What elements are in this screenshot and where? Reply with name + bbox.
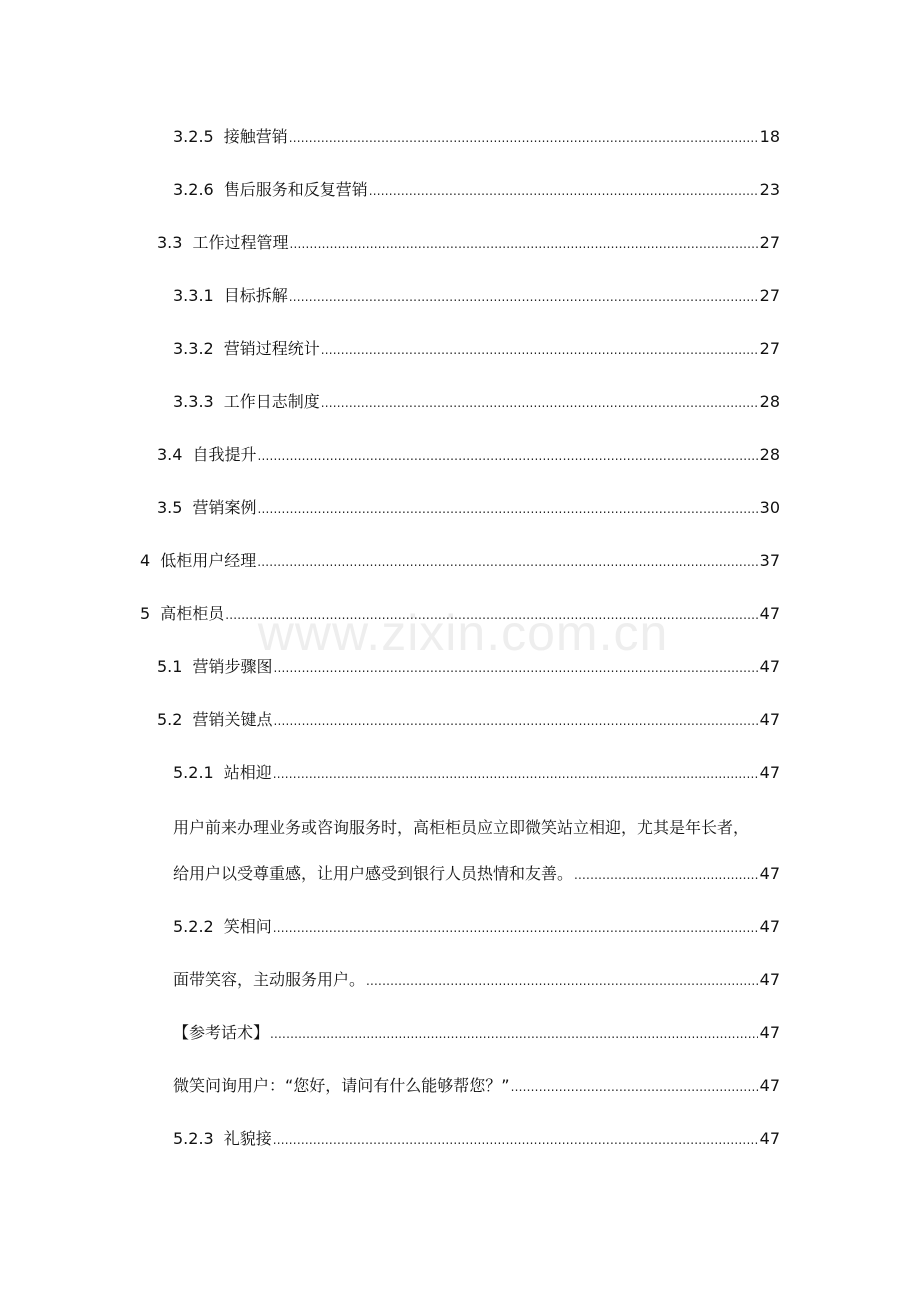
dot-leader [366,971,758,991]
toc-entry-number: 5.2.1 [173,763,214,782]
toc-entry-title: 自我提升 [192,445,257,464]
toc-entry-number: 3.2.6 [173,180,214,199]
toc-entry-title: 笑相问 [223,917,272,936]
toc-entry-number: 3.3 [157,233,183,252]
dot-leader [257,446,757,466]
toc-entry-page: 47 [759,970,780,989]
toc-entry-number: 3.4 [157,445,183,464]
dot-leader [289,128,758,148]
toc-entry-page: 18 [759,127,780,146]
dot-leader [511,1077,758,1097]
toc-entry-page: 30 [759,498,780,517]
dot-leader [273,658,757,678]
toc-entry-5-2-3[interactable] [173,1129,780,1150]
toc-entry-page: 47 [759,710,780,729]
toc-entry-number: 5.1 [157,657,183,676]
toc-paragraph-line: 用户前来办理业务或咨询服务时，高柜柜员应立即微笑站立相迎，尤其是年长者， [173,818,750,837]
dot-leader [225,605,757,625]
toc-entry-title: 接触营销 [223,127,288,146]
toc-entry-5-2-1[interactable] [173,763,780,784]
toc-entry-number: 3.3.1 [173,286,214,305]
toc-entry-3-4[interactable] [157,445,780,466]
toc-entry-title: 给用户以受尊重感，让用户感受到银行人员热情和友善。 [173,864,574,883]
toc-entry-title: 低柜用户经理 [160,551,257,570]
toc-entry-page: 47 [759,1023,780,1042]
dot-leader [369,181,758,201]
dot-leader [257,552,757,572]
toc-entry-title: 面带笑容，主动服务用户。 [173,970,366,989]
toc-entry-number: 3.3.3 [173,392,214,411]
dot-leader [321,393,758,413]
toc-entry-5-2-2[interactable] [173,917,780,938]
toc-entry-title: 营销关键点 [192,710,273,729]
toc-entry-greeting-text[interactable] [173,864,780,885]
dot-leader [273,918,758,938]
toc-entry-3-2-6[interactable] [173,180,780,201]
toc-entry-page: 47 [759,604,780,623]
toc-entry-page: 47 [759,1129,780,1148]
toc-entry-3-5[interactable] [157,498,780,519]
toc-entry-5-2[interactable] [157,710,780,731]
toc-entry-title: 礼貌接 [223,1129,272,1148]
toc-entry-page: 37 [759,551,780,570]
toc-entry-page: 47 [759,657,780,676]
dot-leader [321,340,758,360]
dot-leader [270,1024,758,1044]
dot-leader [289,234,757,254]
watermark: www.zixin.com.cn [257,605,669,661]
toc-entry-number: 5.2 [157,710,183,729]
toc-entry-page: 47 [759,864,780,883]
toc-entry-number: 5 [140,604,151,623]
toc-entry-page: 27 [759,339,780,358]
toc-entry-page: 47 [759,763,780,782]
toc-entry-title: 营销案例 [192,498,257,517]
toc-entry-page: 28 [759,392,780,411]
toc-entry-number: 3.2.5 [173,127,214,146]
toc-entry-number: 3.3.2 [173,339,214,358]
toc-entry-title: 【参考话术】 [173,1023,270,1042]
toc-entry-page: 47 [759,1076,780,1095]
dot-leader [273,764,758,784]
toc-entry-title: 工作日志制度 [223,392,320,411]
toc-entry-page: 27 [759,286,780,305]
toc-entry-title: 站相迎 [223,763,272,782]
toc-entry-3-3-3[interactable] [173,392,780,413]
toc-entry-smile-text[interactable] [173,970,780,991]
toc-entry-3-3[interactable] [157,233,780,254]
toc-entry-page: 47 [759,917,780,936]
toc-entry-title: 营销步骤图 [192,657,273,676]
toc-entry-page: 28 [759,445,780,464]
dot-leader [257,499,757,519]
toc-entry-page: 27 [759,233,780,252]
toc-entry-title: 营销过程统计 [223,339,320,358]
toc-entry-number: 5.2.3 [173,1129,214,1148]
toc-entry-5[interactable] [140,604,780,625]
toc-entry-number: 5.2.2 [173,917,214,936]
toc-entry-title: 工作过程管理 [192,233,289,252]
toc-entry-page: 23 [759,180,780,199]
toc-entry-4[interactable] [140,551,780,572]
toc-entry-title: 目标拆解 [223,286,288,305]
toc-entry-inquiry-text[interactable] [173,1076,780,1097]
toc-entry-title: 高柜柜员 [160,604,225,623]
dot-leader [273,711,757,731]
toc-entry-title: 售后服务和反复营销 [223,180,368,199]
dot-leader [273,1130,758,1150]
dot-leader [289,287,758,307]
toc-entry-3-3-1[interactable] [173,286,780,307]
toc-entry-title: 微笑问询用户：“您好，请问有什么能够帮您？” [173,1076,510,1095]
dot-leader [574,865,758,885]
toc-entry-3-3-2[interactable] [173,339,780,360]
toc-entry-3-2-5[interactable] [173,127,780,148]
toc-entry-reference-script[interactable] [173,1023,780,1044]
toc-entry-5-1[interactable] [157,657,780,678]
toc-entry-number: 4 [140,551,151,570]
toc-entry-number: 3.5 [157,498,183,517]
